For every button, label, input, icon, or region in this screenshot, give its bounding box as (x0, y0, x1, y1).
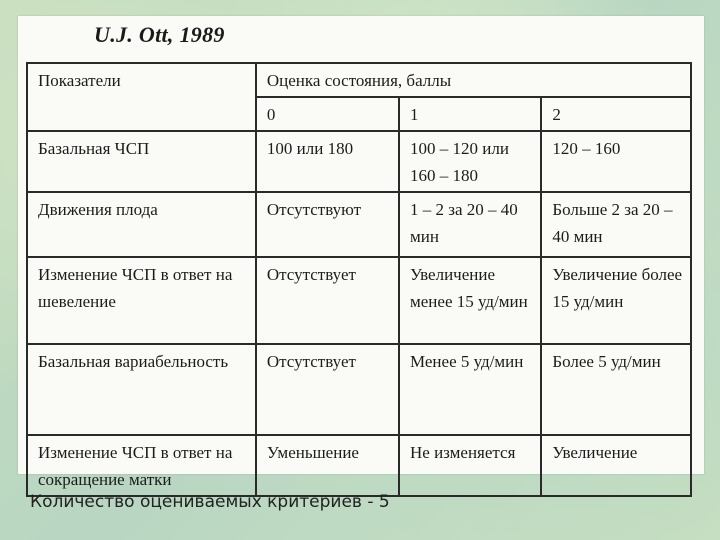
indicator-cell: Движения плода (27, 192, 256, 257)
score-group-header: Оценка состояния, баллы (256, 63, 691, 97)
indicator-cell: Изменение ЧСП в ответ на шевеление (27, 257, 256, 344)
indicator-cell: Базальная ЧСП (27, 131, 256, 192)
table-row (27, 435, 691, 496)
score-header-0: 0 (256, 97, 399, 131)
criteria-count-caption: Количество оцениваемых критериев - 5 (30, 492, 390, 512)
score-2-cell: Больше 2 за 20 – 40 мин (541, 192, 691, 257)
reference-title: U.J. Ott, 1989 (94, 22, 225, 47)
table-row (27, 344, 691, 435)
score-0-cell: Отсутствуют (256, 192, 399, 257)
score-0-cell: Уменьшение (256, 435, 399, 496)
score-0-cell: Отсутствует (256, 257, 399, 344)
score-2-cell: Увеличение более 15 уд/мин (541, 257, 691, 344)
score-2-cell: Увеличение (541, 435, 691, 496)
score-1-cell: 1 – 2 за 20 – 40 мин (399, 192, 541, 257)
score-1-cell: Увеличение менее 15 уд/мин (399, 257, 541, 344)
indicator-header: Показатели (27, 63, 256, 131)
score-0-cell: 100 или 180 (256, 131, 399, 192)
table-row (27, 192, 691, 257)
scanned-table-image (18, 16, 704, 489)
table-row (27, 131, 691, 192)
indicator-cell: Изменение ЧСП в ответ на сокращение матки (27, 435, 256, 496)
ott-score-table (26, 62, 692, 497)
score-2-cell: 120 – 160 (541, 131, 691, 192)
score-header-2: 2 (541, 97, 691, 131)
indicator-cell: Базальная вариабельность (27, 344, 256, 435)
score-header-1: 1 (399, 97, 541, 131)
score-0-cell: Отсутствует (256, 344, 399, 435)
score-1-cell: 100 – 120 или 160 – 180 (399, 131, 541, 192)
score-1-cell: Менее 5 уд/мин (399, 344, 541, 435)
score-2-cell: Более 5 уд/мин (541, 344, 691, 435)
table-row (27, 257, 691, 344)
score-1-cell: Не изменяется (399, 435, 541, 496)
